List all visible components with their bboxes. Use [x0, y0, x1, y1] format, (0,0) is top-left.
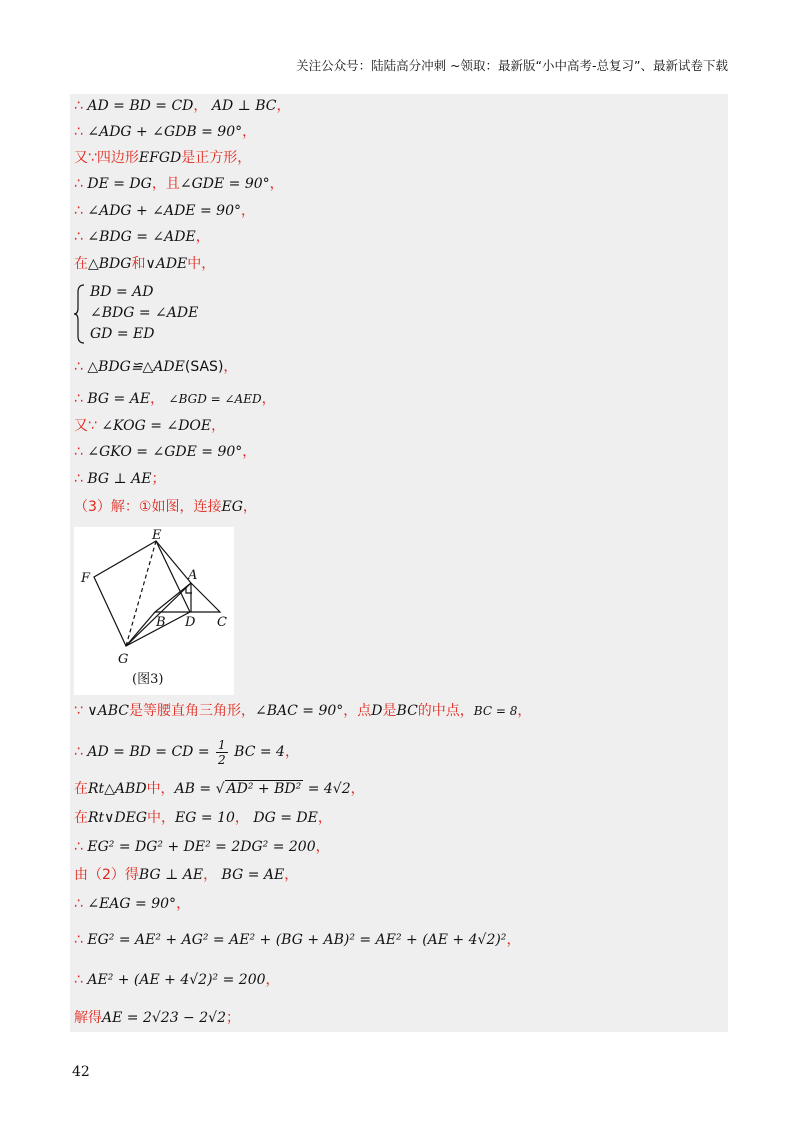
line-3: 又∵四边形EFGD是正方形， — [74, 150, 252, 166]
line-16: 在Rt△ABD中，AB = √ AD² + BD² = 4√2， — [74, 781, 365, 797]
line-22: ∴ AE² + (AE + 4√2)² = 200， — [74, 972, 280, 988]
figure-3 — [74, 527, 234, 695]
line-11: ∴ ∠GKO = ∠GDE = 90°， — [74, 444, 257, 460]
line-23: 解得AE = 2√23 − 2√2； — [74, 1010, 240, 1026]
label-f: F — [81, 571, 91, 586]
line-18: ∴ EG² = DG² + DE² = 2DG² = 200， — [74, 839, 330, 855]
line-9: ∴ BG = AE， ∠BGD = ∠AED， — [74, 391, 276, 407]
page-header: 关注公众号：陆陆高分冲刺 ~领取：最新版“小中高考-总复习”、最新试卷下载 — [296, 58, 728, 73]
figure-caption: (图3) — [132, 672, 164, 687]
line-20: ∴ ∠EAG = 90°， — [74, 896, 191, 912]
fraction-one-half: $\frac{1}{2}$ — [218, 737, 226, 767]
label-g: G — [118, 652, 129, 667]
solution-content — [70, 94, 728, 1032]
system-eq-3: GD = ED — [90, 326, 155, 342]
system-eq-2: ∠BDG = ∠ADE — [90, 305, 199, 321]
system-eq-1: BD = AD — [90, 284, 154, 300]
label-a: A — [188, 568, 198, 583]
line-15: ∴ AD = BD = CD = $\frac{1}{2}$ BC = 4， — [74, 737, 299, 767]
line-13: （3）解：①如图，连接EG， — [74, 499, 257, 515]
label-e: E — [152, 528, 162, 543]
line-1: ∴ AD = BD = CD， AD ⊥ BC， — [74, 98, 291, 114]
line-17: 在Rt∨DEG中，EG = 10， DG = DE， — [74, 810, 332, 826]
line-21: ∴ EG² = AE² + AG² = AE² + (BG + AB)² = AE² + (AE + 4√2)²， — [74, 932, 521, 948]
line-12: ∴ BG ⊥ AE； — [74, 471, 166, 487]
label-b: B — [156, 615, 166, 630]
segment-eg-dashed — [126, 541, 156, 646]
line-7: 在△BDG和∨ADE中， — [74, 256, 216, 272]
line-4: ∴ DE = DG，且∠GDE = 90°， — [74, 176, 284, 192]
line-10: 又∵ ∠KOG = ∠DOE， — [74, 418, 226, 434]
geometry-diagram — [74, 527, 234, 695]
line-2: ∴ ∠ADG + ∠GDB = 90°， — [74, 124, 257, 140]
line-6: ∴ ∠BDG = ∠ADE， — [74, 229, 210, 245]
line-8: ∴ △BDG≌△ADE(SAS)， — [74, 359, 238, 375]
label-d: D — [185, 615, 196, 630]
label-c: C — [217, 615, 227, 630]
line-5: ∴ ∠ADG + ∠ADE = 90°， — [74, 203, 255, 219]
system-brace — [74, 284, 86, 344]
page-number: 42 — [72, 1064, 90, 1080]
line-19: 由（2）得BG ⊥ AE， BG = AE， — [74, 867, 299, 883]
line-14: ∵ ∨ABC是等腰直角三角形，∠BAC = 90°，点D是BC的中点，BC = 8， — [74, 703, 532, 719]
